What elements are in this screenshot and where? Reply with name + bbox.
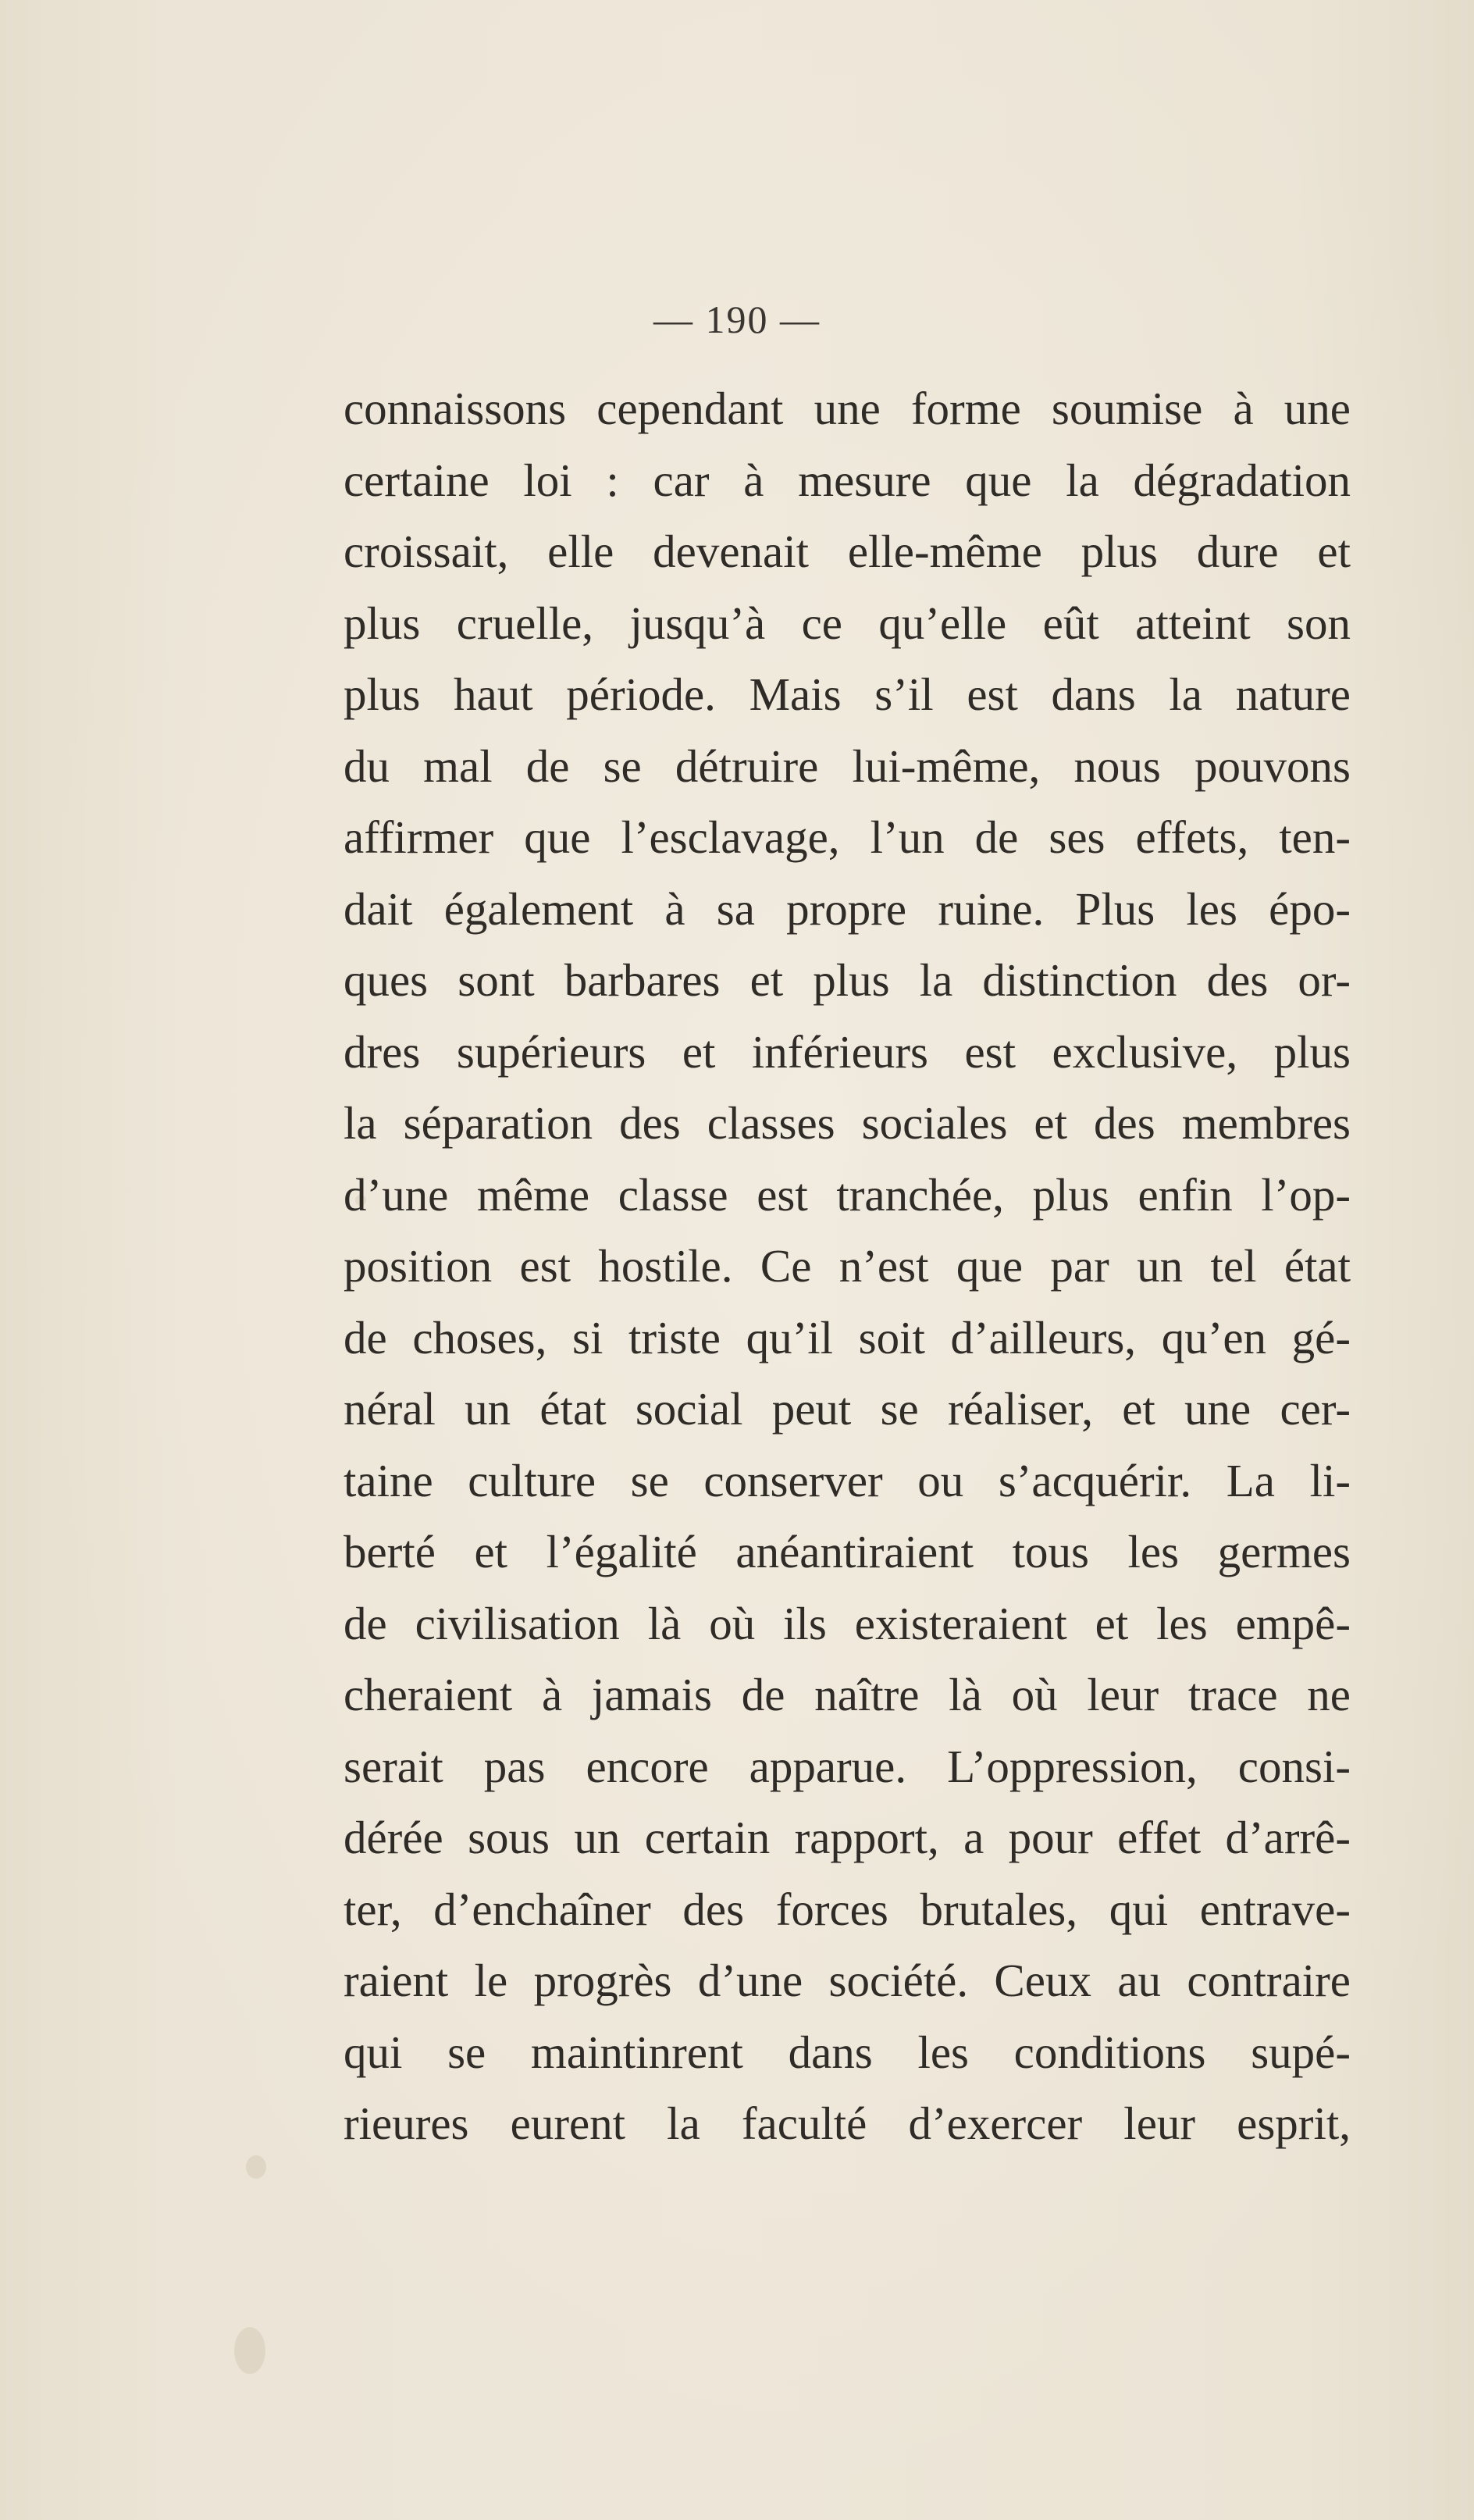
text-line: de choses, si triste qu’il soit d’ailleurs, qu’en gé- — [344, 1311, 1351, 1363]
text-line: dait également à sa propre ruine. Plus les épo- — [344, 882, 1351, 935]
text-line: ter, d’enchaîner des forces brutales, qui entrave- — [344, 1883, 1351, 1935]
paper-stain — [246, 2155, 266, 2179]
text-line: certaine loi : car à mesure que la dégradation — [344, 454, 1351, 506]
text-line: ques sont barbares et plus la distinction des or- — [344, 954, 1351, 1006]
text-line: dres supérieurs et inférieurs est exclusive, plus — [344, 1025, 1351, 1078]
text-line: taine culture se conserver ou s’acquérir. La li- — [344, 1454, 1351, 1506]
text-line: qui se maintinrent dans les conditions supé- — [344, 2026, 1351, 2078]
text-line: du mal de se détruire lui-même, nous pouvons — [344, 740, 1351, 792]
text-line: connaissons cependant une forme soumise à une — [344, 383, 1351, 434]
text-line: dérée sous un certain rapport, a pour effet d’arrê- — [344, 1812, 1351, 1863]
text-line: position est hostile. Ce n’est que par un tel état — [344, 1240, 1351, 1292]
text-line: de civilisation là où ils existeraient et les empê- — [344, 1597, 1351, 1649]
text-line: plus haut période. Mais s’il est dans la nature — [344, 668, 1351, 720]
text-line: raient le progrès d’une société. Ceux au contraire — [344, 1955, 1351, 2006]
text-line: cheraient à jamais de naître là où leur trace ne — [344, 1669, 1351, 1720]
text-line: affirmer que l’esclavage, l’un de ses effets, ten- — [344, 811, 1351, 863]
text-line: néral un état social peut se réaliser, et une cer- — [344, 1383, 1351, 1435]
text-line: d’une même classe est tranchée, plus enfin l’op- — [344, 1168, 1351, 1221]
text-line: la séparation des classes sociales et des membres — [344, 1097, 1351, 1149]
text-line: serait pas encore apparue. L’oppression, consi- — [344, 1740, 1351, 1792]
page-number-header: — 190 — — [653, 298, 821, 341]
text-line: croissait, elle devenait elle-même plus dure et — [344, 526, 1351, 577]
text-line: berté et l’égalité anéantiraient tous les germes — [344, 1526, 1351, 1577]
paper-stain — [234, 2327, 265, 2374]
text-line: plus cruelle, jusqu’à ce qu’elle eût atteint son — [344, 597, 1351, 649]
text-line: rieures eurent la faculté d’exercer leur esprit, — [344, 2098, 1351, 2149]
body-text — [344, 373, 1351, 2160]
